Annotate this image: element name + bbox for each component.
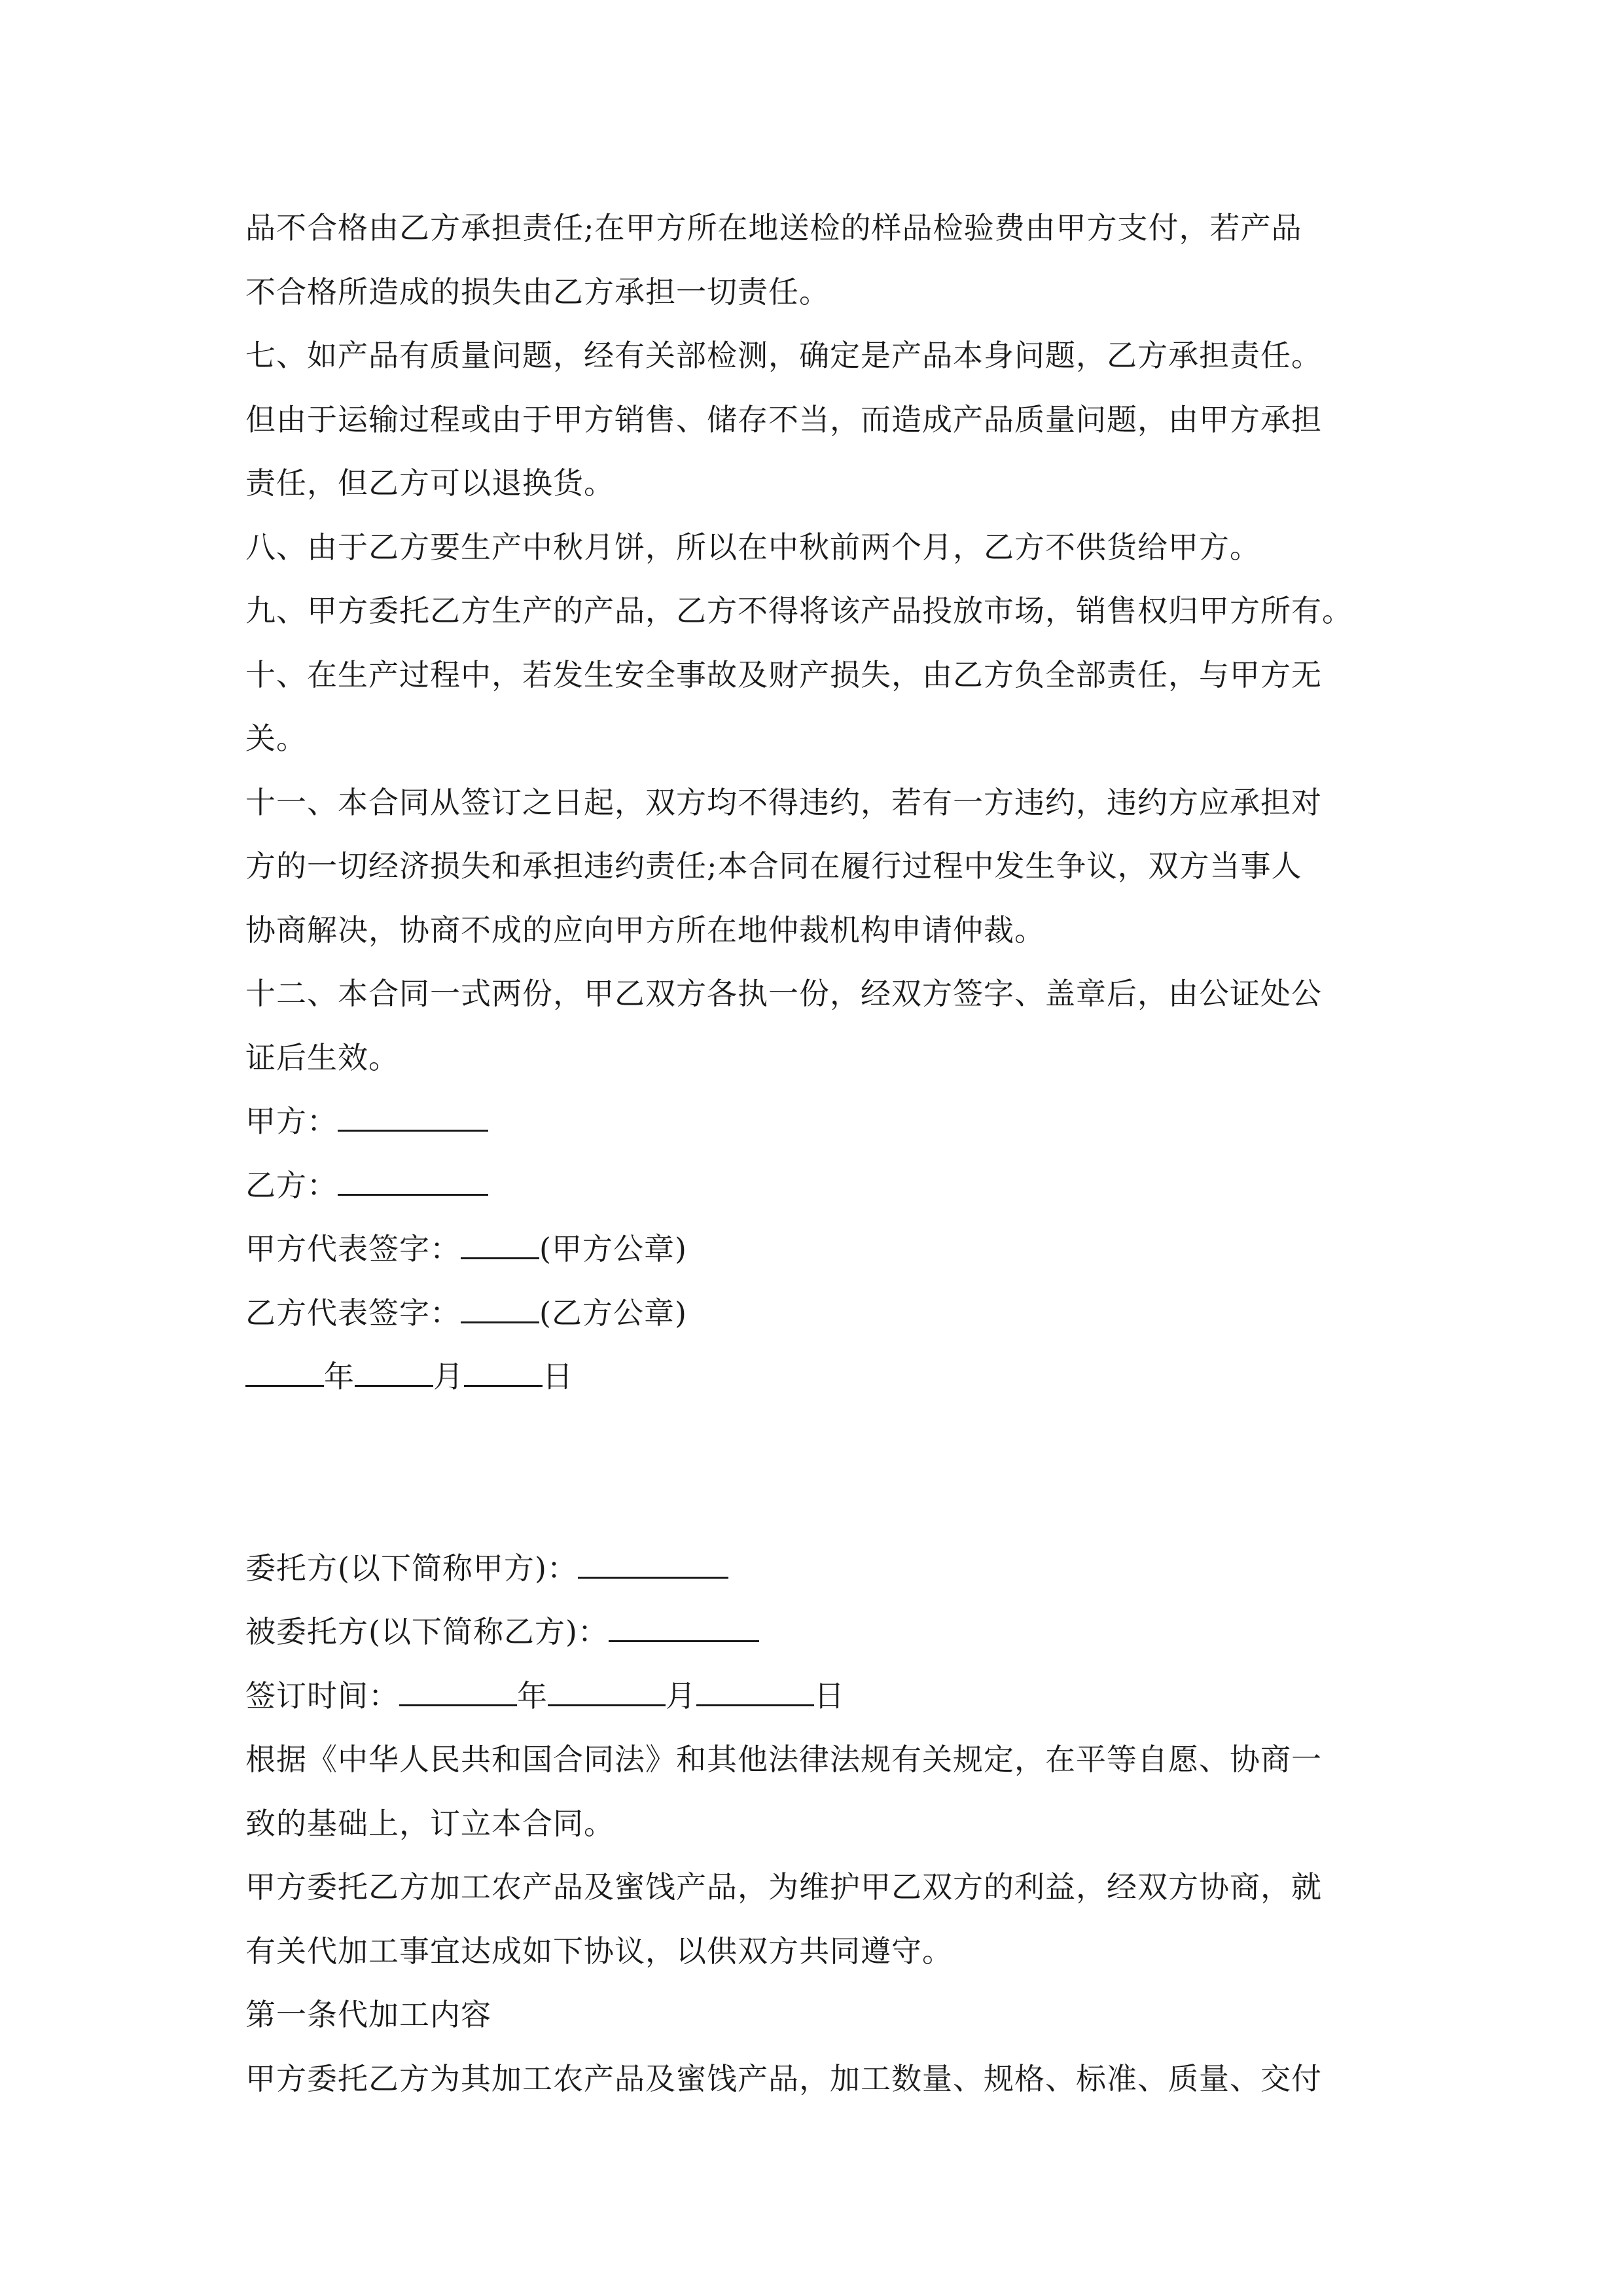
clause-seven: 七、如产品有质量问题，经有关部检测，确定是产品本身问题，乙方承担责任。 (245, 338, 1322, 373)
party-a-blank[interactable] (338, 1103, 488, 1132)
year-blank[interactable] (245, 1359, 324, 1387)
party-b-rep-line (245, 1282, 1384, 1346)
sign-month-blank[interactable] (548, 1678, 666, 1706)
signature-date-line (245, 1345, 1384, 1409)
paragraph-line: 但由于运输过程或由于甲方销售、储存不当，而造成产品质量问题，由甲方承担 (245, 401, 1322, 437)
client-line (245, 1537, 1384, 1601)
month-label: 月 (433, 1359, 464, 1394)
paragraph-line: 甲方委托乙方为其加工农产品及蜜饯产品，加工数量、规格、标准、质量、交付 (245, 2060, 1322, 2096)
day-label: 日 (543, 1359, 573, 1394)
paragraph-line: 根据《中华人民共和国合同法》和其他法律法规有关规定，在平等自愿、协商一 (245, 1742, 1322, 1777)
sign-time-line (245, 1664, 1384, 1729)
party-b-signature-line (245, 1154, 1384, 1218)
party-a-rep-line (245, 1217, 1384, 1282)
month-blank[interactable] (355, 1359, 433, 1387)
clause-twelve: 十二、本合同一式两份，甲乙双方各执一份，经双方签字、盖章后，由公证处公 (245, 976, 1322, 1011)
party-b-rep-label: 乙方代表签字： (245, 1295, 461, 1331)
contractor-blank[interactable] (609, 1614, 759, 1642)
party-a-rep-blank[interactable] (461, 1231, 539, 1259)
paragraph-line: 甲方委托乙方加工农产品及蜜饯产品，为维护甲乙双方的利益，经双方协商，就 (245, 1869, 1322, 1905)
document-body (245, 196, 1384, 2111)
client-blank[interactable] (578, 1551, 728, 1579)
year-label: 年 (324, 1359, 355, 1394)
sign-year-blank[interactable] (399, 1678, 517, 1706)
party-a-seal: (甲方公章) (539, 1231, 687, 1266)
contractor-line (245, 1600, 1384, 1664)
clause-nine: 九、甲方委托乙方生产的产品，乙方不得将该产品投放市场，销售权归甲方所有。 (245, 593, 1353, 628)
sign-time-label: 签订时间： (245, 1677, 399, 1713)
paragraph-line: 有关代加工事宜达成如下协议，以供双方共同遵守。 (245, 1933, 953, 1969)
contractor-label: 被委托方(以下简称乙方)： (245, 1614, 609, 1649)
paragraph-line: 不合格所造成的损失由乙方承担一切责任。 (245, 274, 830, 310)
sign-day-blank[interactable] (696, 1678, 814, 1706)
paragraph-line: 协商解决，协商不成的应向甲方所在地仲裁机构申请仲裁。 (245, 912, 1045, 948)
clause-ten: 十、在生产过程中，若发生安全事故及财产损失，由乙方负全部责任，与甲方无 (245, 656, 1322, 692)
paragraph-line: 关。 (245, 721, 307, 756)
party-a-label: 甲方： (245, 1103, 338, 1139)
section-gap (245, 1409, 1384, 1537)
party-a-signature-line (245, 1090, 1384, 1154)
article-one-heading: 第一条代加工内容 (245, 1997, 491, 2032)
paragraph-line: 致的基础上，订立本合同。 (245, 1805, 615, 1841)
paragraph-line: 责任，但乙方可以退换货。 (245, 465, 615, 501)
party-b-rep-blank[interactable] (461, 1295, 539, 1323)
clause-eight: 八、由于乙方要生产中秋月饼，所以在中秋前两个月，乙方不供货给甲方。 (245, 529, 1260, 565)
clause-eleven: 十一、本合同从签订之日起，双方均不得违约，若有一方违约，违约方应承担对 (245, 784, 1322, 820)
party-b-blank[interactable] (338, 1168, 488, 1196)
paragraph-line: 品不合格由乙方承担责任;在甲方所在地送检的样品检验费由甲方支付，若产品 (245, 210, 1302, 245)
client-label: 委托方(以下简称甲方)： (245, 1550, 578, 1586)
party-b-seal: (乙方公章) (539, 1295, 687, 1331)
party-b-label: 乙方： (245, 1167, 338, 1203)
day-blank[interactable] (464, 1359, 543, 1387)
sign-month-label: 月 (666, 1677, 696, 1713)
party-a-rep-label: 甲方代表签字： (245, 1231, 461, 1266)
sign-year-label: 年 (517, 1677, 548, 1713)
sign-day-label: 日 (814, 1677, 845, 1713)
paragraph-line: 方的一切经济损失和承担违约责任;本合同在履行过程中发生争议，双方当事人 (245, 848, 1302, 884)
paragraph-line: 证后生效。 (245, 1039, 399, 1075)
